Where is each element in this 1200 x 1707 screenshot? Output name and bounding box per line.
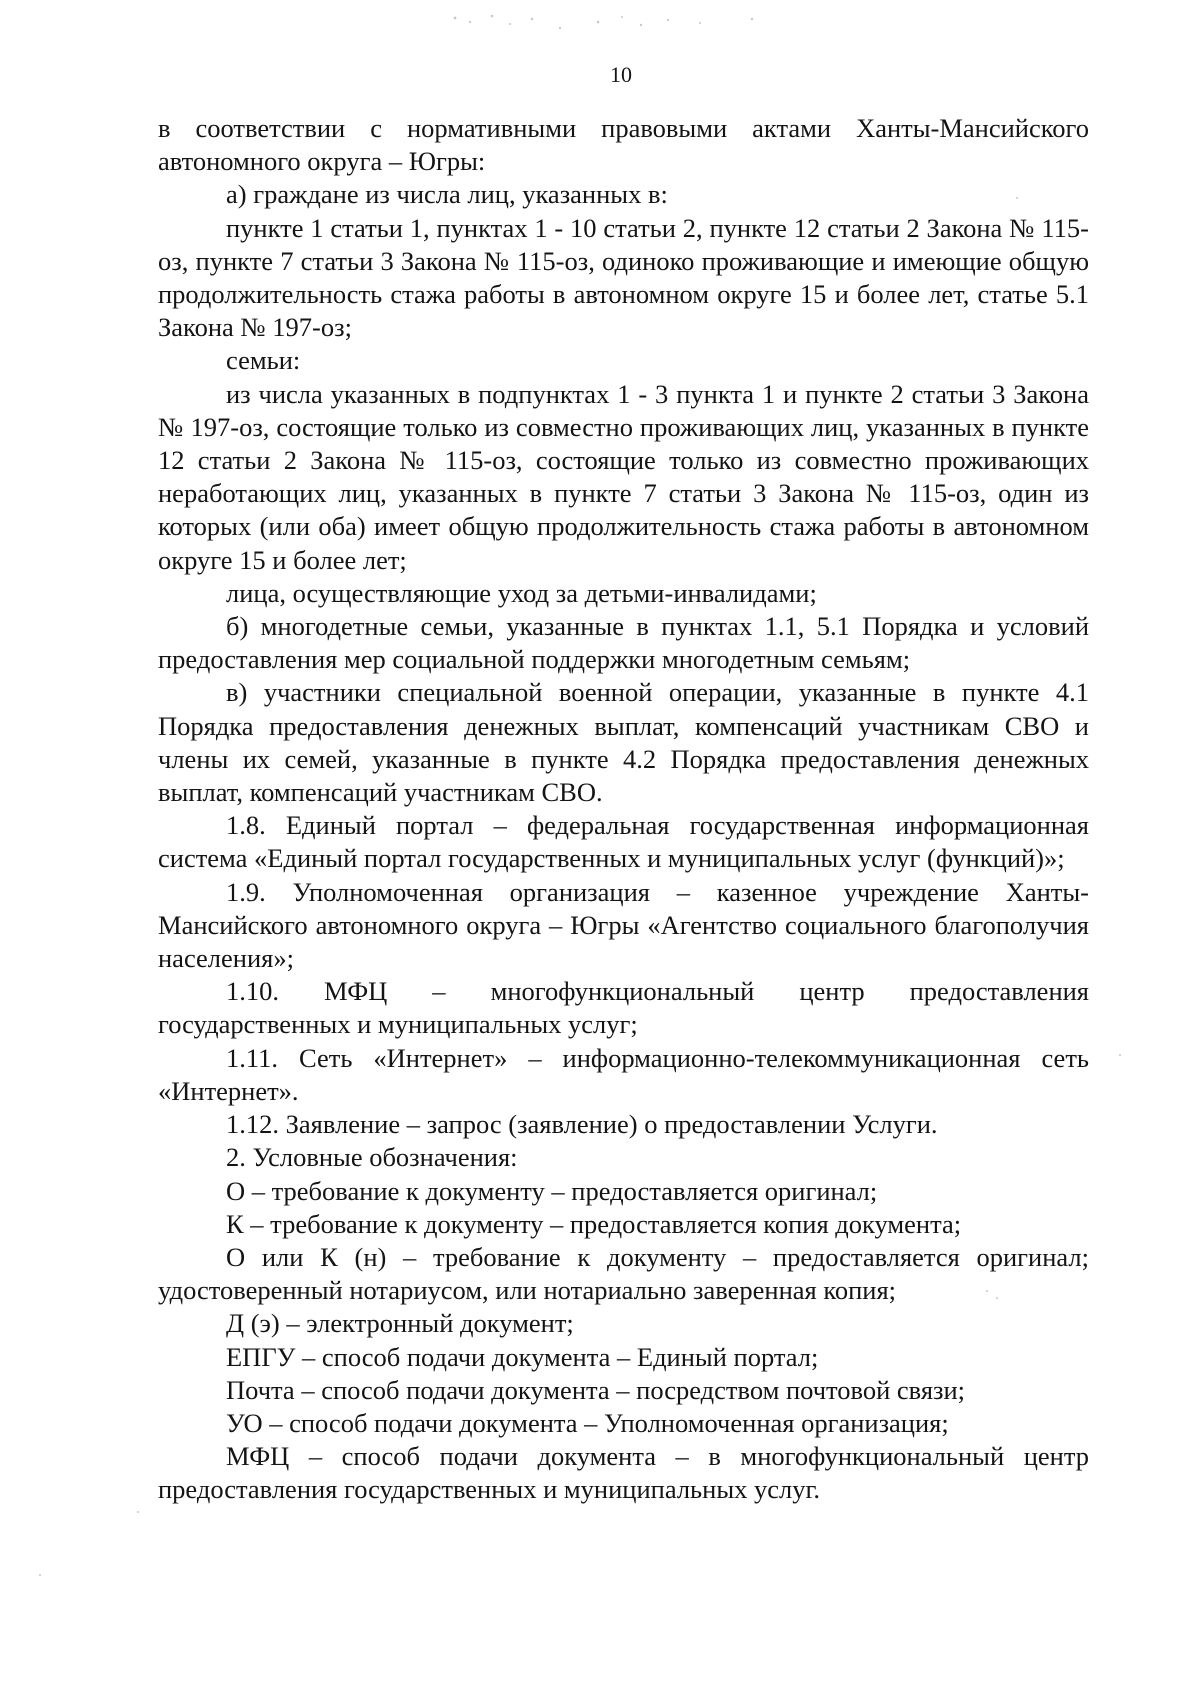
document-body	[158, 112, 1089, 1507]
definition-1-8: 1.8. Единый портал – федеральная государственная информационная система «Единый портал государственных и муниципальных услуг (функций)»;	[158, 810, 1089, 874]
paragraph-a: а) граждане из числа лиц, указанных в:	[226, 179, 668, 210]
legend-post: Почта – способ подачи документа – посредством почтовой связи;	[226, 1374, 966, 1405]
paragraph-b: б) многодетные семьи, указанные в пунктах 1.1, 5.1 Порядка и условий предоставления мер социальной поддержки многодетным семьям;	[158, 611, 1089, 675]
definition-1-10: 1.10. МФЦ – многофункциональный центр предоставления государственных и муниципальных услуг;	[158, 976, 1089, 1040]
definition-1-12: 1.12. Заявление – запрос (заявление) о предоставлении Услуги.	[226, 1109, 938, 1140]
legend-original: О – требование к документу – предоставляется оригинал;	[226, 1175, 878, 1206]
section-2-heading: 2. Условные обозначения:	[226, 1142, 518, 1173]
paragraph-law-points: пункте 1 статьи 1, пунктах 1 - 10 статьи 2, пункте 12 статьи 2 Закона № 115-оз, пункте 7 статьи 3 Закона № 115-оз, одиноко проживающие и имеющие общую продолжительность стажа работы в автономном округе 15 и более лет, статье 5.1 Закона № 197-оз;	[158, 212, 1089, 343]
legend-electronic: Д (э) – электронный документ;	[226, 1308, 574, 1339]
paragraph-families: из числа указанных в подпунктах 1 - 3 пункта 1 и пункте 2 статьи 3 Закона № 197-оз, состоящие только из совместно проживающих лиц, указанных в пункте 12 статьи 2 Закона № 115-оз, состоящие только из совместно проживающих неработающих лиц, указанных в пункте 7 статьи 3 Закона № 115-оз, один из которых (или оба) имеет общую продолжительность стажа работы в автономном округе 15 и более лет;	[158, 378, 1089, 575]
legend-mfc: МФЦ – способ подачи документа – в многофункциональный центр предоставления государственных и муниципальных услуг.	[158, 1441, 1089, 1505]
legend-copy: К – требование к документу – предоставляется копия документа;	[226, 1208, 962, 1239]
paragraph-intro: в соответствии с нормативными правовыми актами Ханты-Мансийского автономного округа – Югры:	[158, 113, 1089, 177]
definition-1-11: 1.11. Сеть «Интернет» – информационно-телекоммуникационная сеть «Интернет».	[158, 1042, 1089, 1106]
legend-notary: О или К (н) – требование к документу – предоставляется оригинал; удостоверенный нотариусом, или нотариально заверенная копия;	[158, 1241, 1089, 1306]
paragraph-families-heading: семьи:	[226, 345, 301, 376]
definition-1-9: 1.9. Уполномоченная организация – казенное учреждение Ханты-Мансийского автономного округа – Югры «Агентство социального благополучия населения»;	[158, 876, 1089, 974]
page-number: 10	[610, 62, 632, 87]
legend-epgu: ЕПГУ – способ подачи документа – Единый портал;	[226, 1341, 819, 1372]
legend-uo: УО – способ подачи документа – Уполномоченная организация;	[226, 1407, 949, 1438]
paragraph-caregivers: лица, осуществляющие уход за детьми-инвалидами;	[226, 577, 817, 608]
paragraph-v: в) участники специальной военной операции, указанные в пункте 4.1 Порядка предоставления денежных выплат, компенсаций участникам СВО и члены их семей, указанные в пункте 4.2 Порядка предоставления денежных выплат, компенсаций участникам СВО.	[158, 677, 1089, 808]
